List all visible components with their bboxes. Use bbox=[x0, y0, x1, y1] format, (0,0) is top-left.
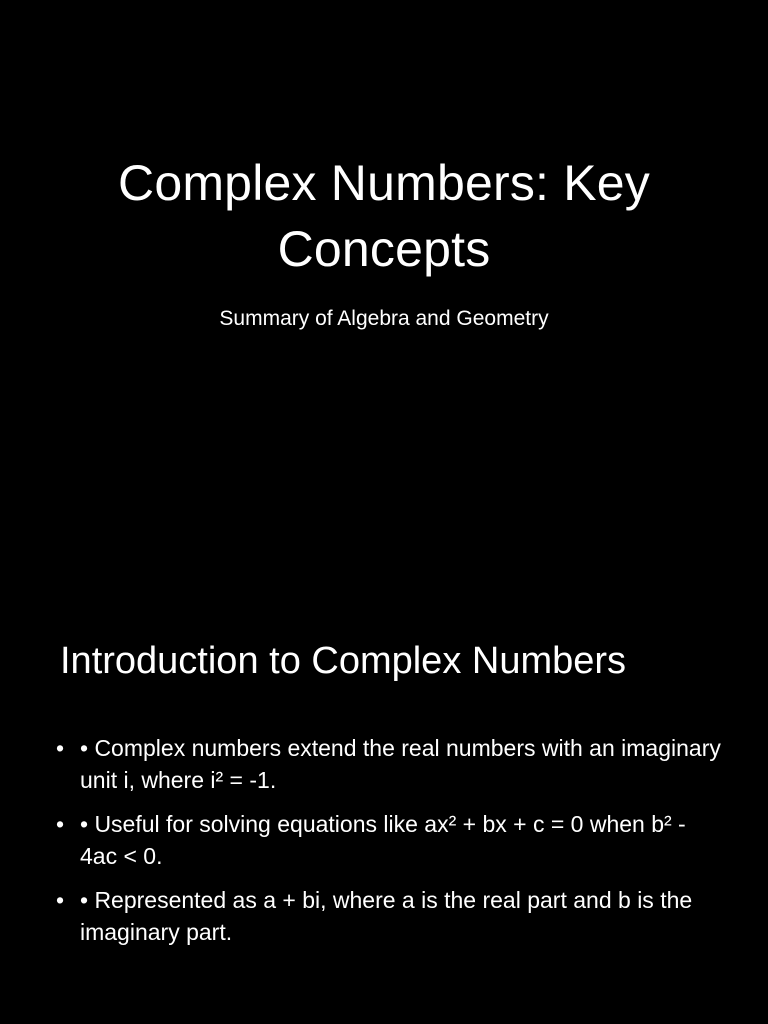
list-item bbox=[56, 732, 726, 796]
bullet-list bbox=[56, 732, 726, 960]
content-slide bbox=[0, 576, 768, 1024]
section-title: Introduction to Complex Numbers bbox=[60, 640, 627, 682]
slide-subtitle: Summary of Algebra and Geometry bbox=[219, 307, 549, 330]
bullet-marker: • bbox=[56, 811, 65, 837]
bullet-text: • Complex numbers extend the real numbers with an imaginary unit i, where i² = -1. bbox=[80, 735, 721, 793]
slide-title: Complex Numbers: Key Concepts bbox=[118, 155, 650, 277]
bullet-text: • Represented as a + bi, where a is the real part and b is the imaginary part. bbox=[80, 887, 693, 945]
list-item bbox=[56, 808, 726, 872]
bullet-text: • Useful for solving equations like ax² + bx + c = 0 when b² - 4ac < 0. bbox=[80, 811, 686, 869]
bullet-marker: • bbox=[56, 887, 65, 913]
bullet-marker: • bbox=[56, 735, 65, 761]
list-item bbox=[56, 884, 726, 948]
